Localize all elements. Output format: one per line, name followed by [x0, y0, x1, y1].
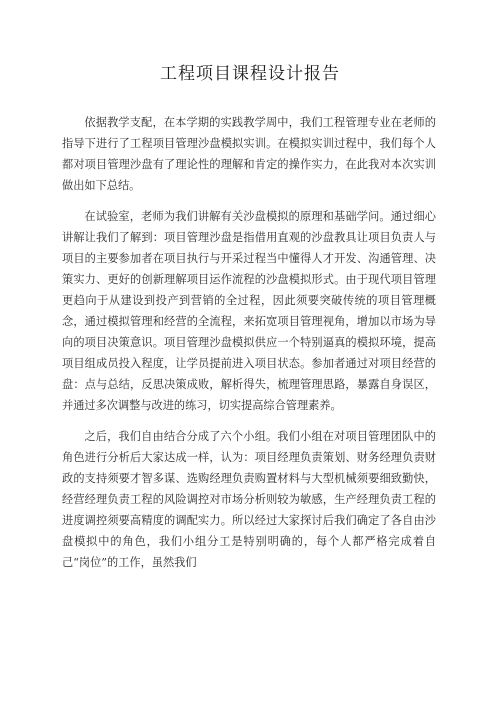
paragraph-1: 依据教学支配，在本学期的实践教学周中，我们工程管理专业在老师的指导下进行了工程项目管理沙盘模拟实训。在模拟实训过程中，我们每个人都对项目管理沙盘有了理论性的理解和肯定的操作实力，在此我对本次实训做出如下总结。 [62, 116, 436, 192]
document-title: 工程项目课程设计报告 [160, 64, 340, 84]
paragraph-2: 在试验室，老师为我们讲解有关沙盘模拟的原理和基础学问。通过细心讲解让我们了解到：项目管理沙盘是指借用直观的沙盘教具让项目负责人与项目的主要参加者在项目执行与开采过程当中懂得人才开发、沟通管理、决策实力、更好的创新理解项目运作流程的沙盘模拟形式。由于现代项目管理更趋向于从建设到投产到营销的全过程，因此须要突破传统的项目管理概念，通过模拟管理和经营的全流程，来拓宽项目管理视角，增加以市场为导向的项目决策意识。项目管理沙盘模拟供应一个特别逼真的模拟环境，提高项目组成员投入程度，让学员提前进入项目状态。参加者通过对项目经营的盘：点与总结，反思决策成败，解析得失，梳理管理思路，暴露自身误区，并通过多次调整与改进的练习，切实提高综合管理素养。 [62, 210, 436, 412]
document-body [62, 112, 436, 583]
paragraph-3: 之后，我们自由结合分成了六个小组。我们小组在对项目管理团队中的角色进行分析后大家达成一样，认为：项目经理负责策划、财务经理负责财政的支持须要才智多谋、选购经理负责购置材料与大型机械须要细致勤快，经营经理负责工程的风险调控对市场分析则较为敏感，生产经理负责工程的进度调控须要高精度的调配实力。所以经过大家探讨后我们确定了各自由沙盘模拟中的角色，我们小组分工是特别明确的，每个人都严格完成着自己“岗位”的工作，虽然我们 [62, 430, 436, 569]
